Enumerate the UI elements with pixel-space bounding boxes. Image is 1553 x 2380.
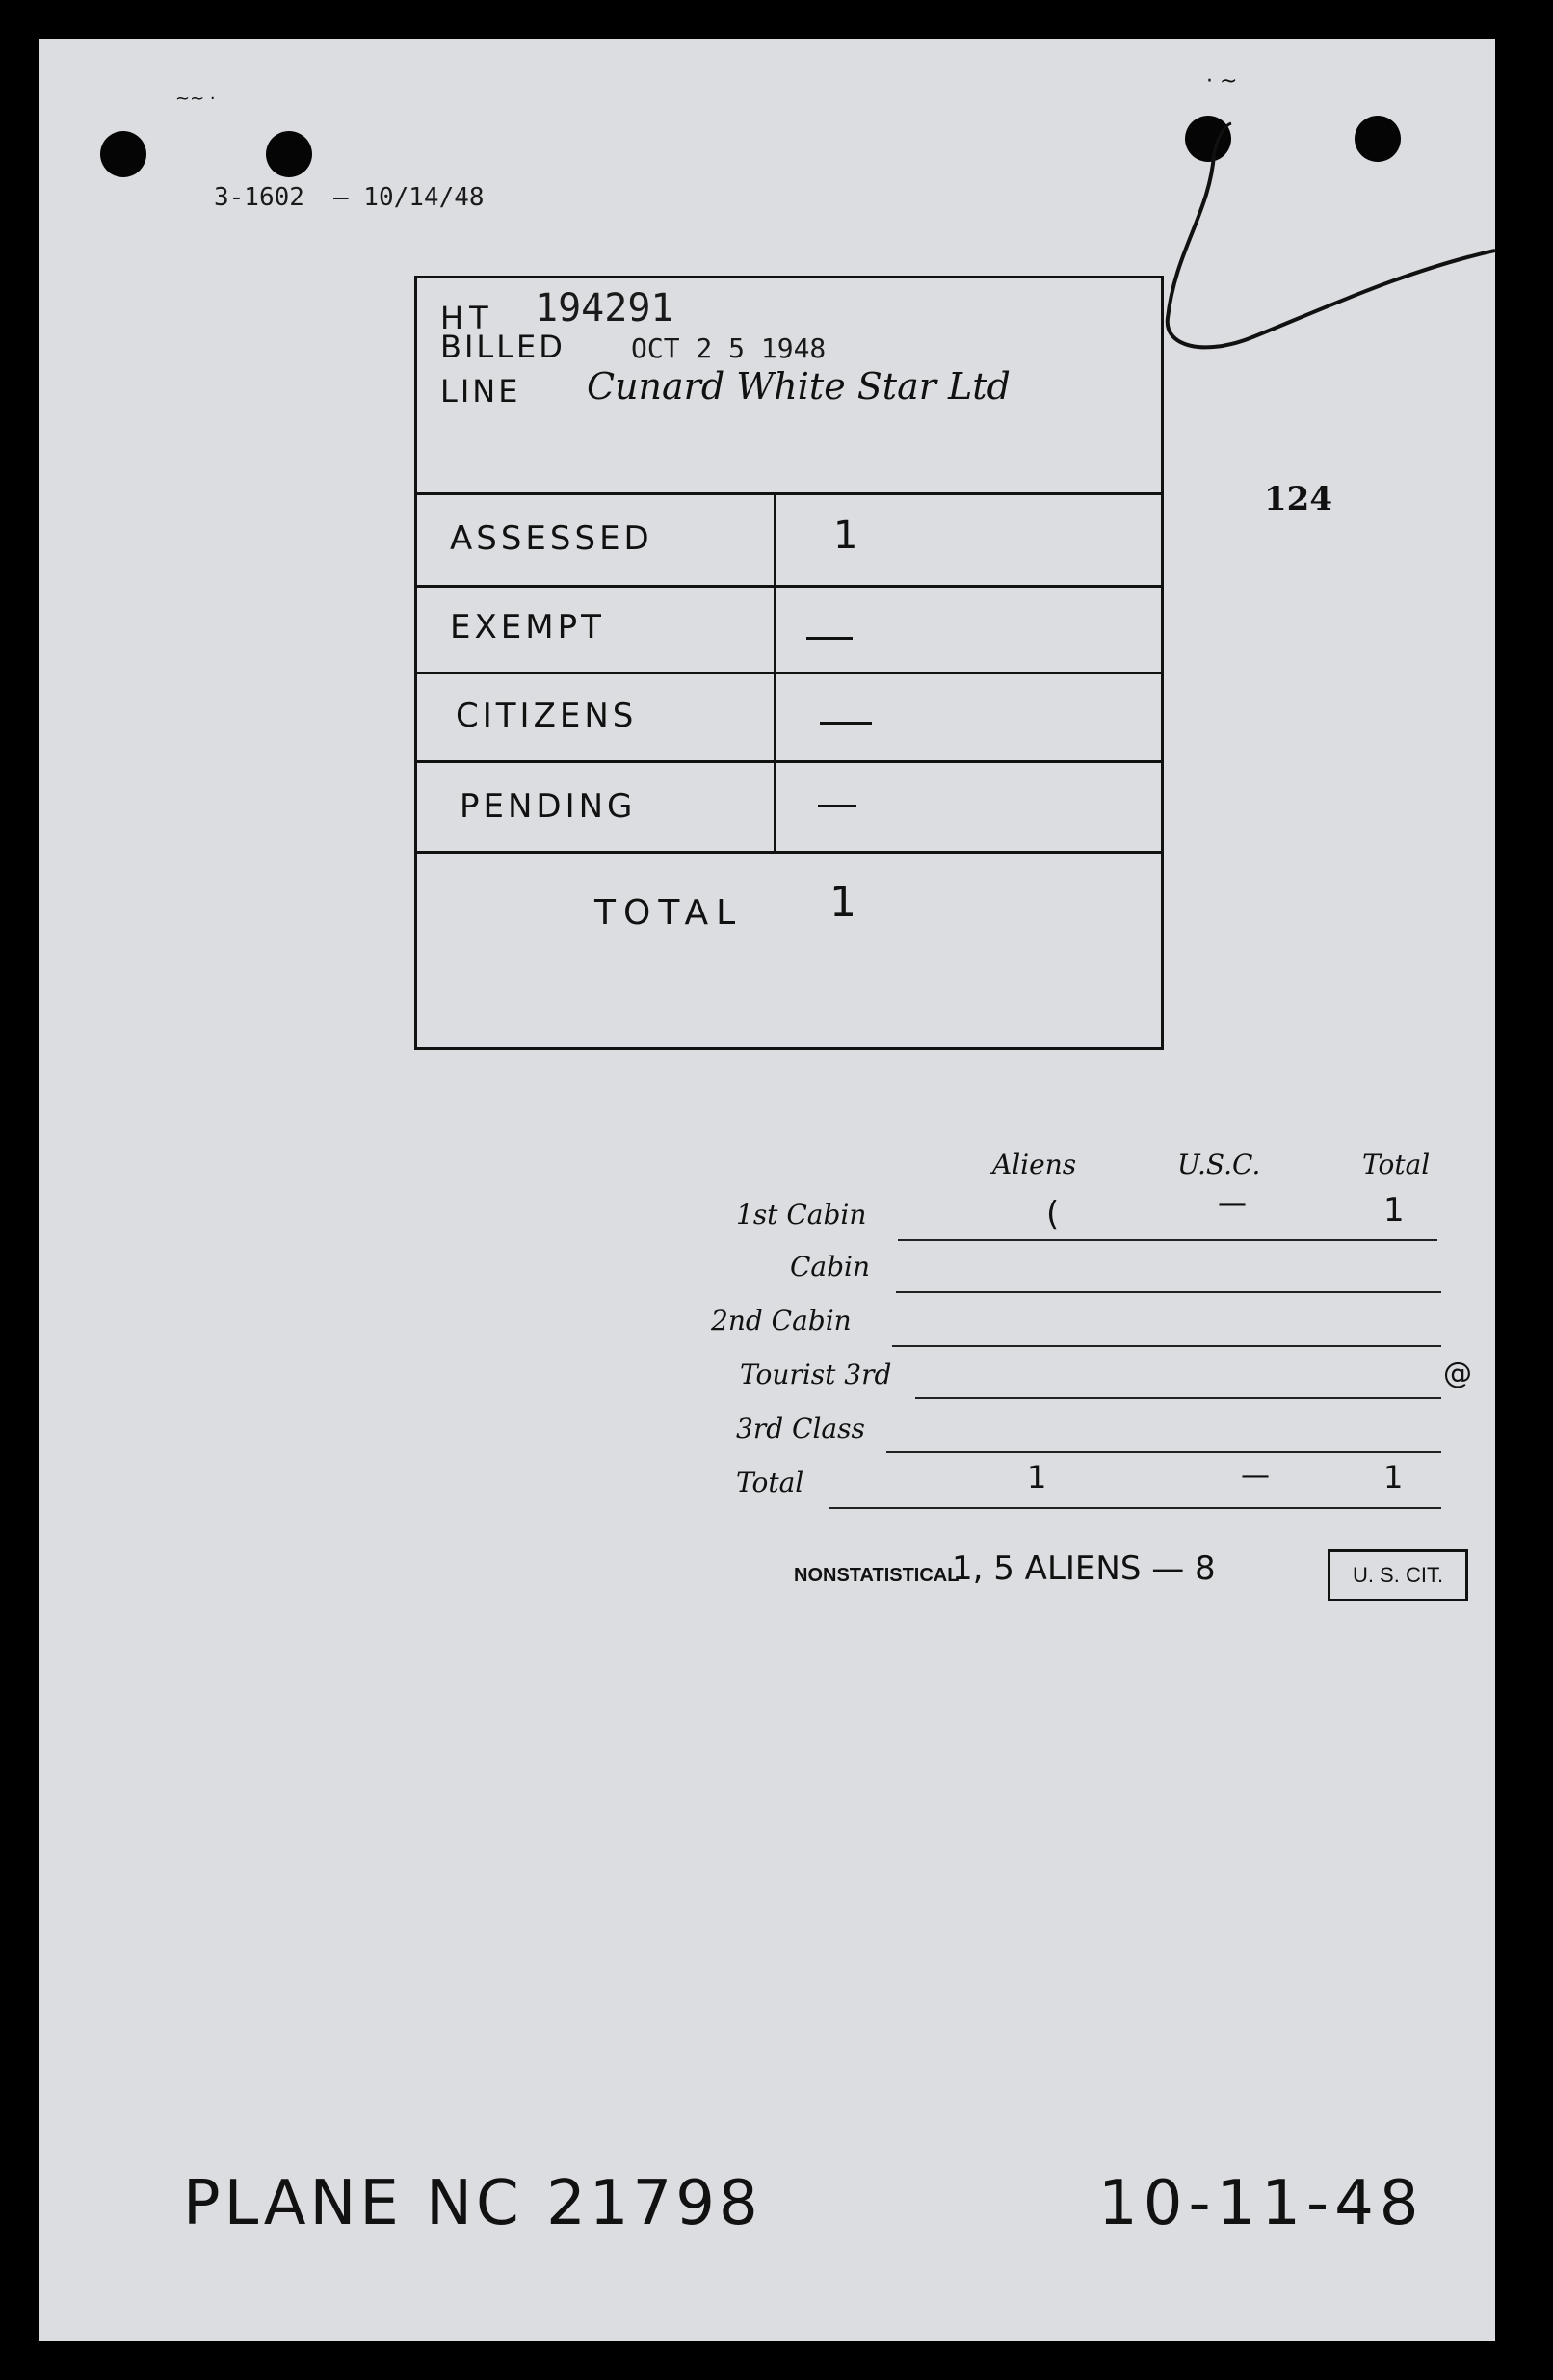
form-reference: 3-1602 [214, 183, 304, 212]
class-rule-2nd-cabin [892, 1345, 1441, 1347]
corner-mark-right: · ~ [1206, 69, 1238, 93]
page-number: 124 [1264, 480, 1332, 518]
total-aliens: 1 [1027, 1459, 1047, 1495]
class-label-3rd-class: 3rd Class [736, 1413, 865, 1444]
box-column-divider [774, 492, 776, 851]
corner-mark-left: ~~ · [175, 89, 216, 109]
class-label-2nd-cabin: 2nd Cabin [711, 1305, 852, 1336]
total-total: 1 [1383, 1459, 1404, 1495]
first-cabin-usc: — [1218, 1187, 1247, 1221]
column-total: Total [1362, 1149, 1431, 1180]
usc-stamp-box: U. S. CIT. [1328, 1549, 1468, 1601]
class-label-1st-cabin: 1st Cabin [736, 1199, 867, 1230]
assessed-value: 1 [833, 514, 858, 558]
total-label: TOTAL [594, 893, 744, 933]
form-date: — 10/14/48 [333, 183, 485, 212]
assessed-label: ASSESSED [450, 519, 653, 558]
class-rule-cabin [896, 1291, 1441, 1293]
punch-hole-1 [100, 131, 146, 177]
tourist-mark: @ [1443, 1357, 1472, 1390]
box-divider-4 [417, 760, 1161, 763]
class-rule-total [829, 1507, 1441, 1509]
line-label: LINE [440, 373, 521, 410]
ht-number: 194291 [535, 286, 674, 331]
pending-label: PENDING [460, 787, 637, 826]
box-divider-5 [417, 851, 1161, 854]
class-label-tourist-3rd: Tourist 3rd [740, 1359, 892, 1390]
billed-label: BILLED [440, 329, 566, 365]
billing-box [414, 276, 1164, 1050]
total-usc: — [1241, 1459, 1270, 1493]
class-label-total: Total [736, 1467, 804, 1498]
box-divider-2 [417, 585, 1161, 588]
class-rule-3rd-class [886, 1451, 1441, 1453]
nonstatistical-label: NONSTATISTICAL [794, 1565, 960, 1586]
citizens-dash [820, 722, 872, 725]
nonstatistical-note: 1, 5 ALIENS — 8 [952, 1549, 1216, 1588]
class-rule-1st-cabin [898, 1239, 1437, 1241]
footer-date: 10-11-48 [1098, 2168, 1425, 2239]
billed-date: OCT 2 5 1948 [631, 332, 827, 364]
pending-dash [818, 805, 856, 807]
punch-hole-2 [266, 131, 312, 177]
exempt-dash [806, 637, 853, 640]
column-usc: U.S.C. [1177, 1149, 1261, 1180]
total-value: 1 [829, 878, 856, 927]
box-divider-1 [417, 492, 1161, 495]
box-divider-3 [417, 672, 1161, 674]
class-rule-tourist-3rd [915, 1397, 1441, 1399]
class-label-cabin: Cabin [790, 1251, 871, 1283]
exempt-label: EXEMPT [450, 608, 605, 647]
plane-number: PLANE NC 21798 [183, 2168, 762, 2239]
line-value: Cunard White Star Ltd [587, 365, 1011, 408]
citizens-label: CITIZENS [456, 697, 638, 735]
pen-loop-mark [1118, 96, 1495, 385]
document-page [39, 39, 1495, 2341]
first-cabin-aliens: ( [1046, 1195, 1060, 1233]
first-cabin-total: 1 [1383, 1191, 1405, 1230]
column-aliens: Aliens [992, 1149, 1077, 1180]
ht-label: HT [440, 300, 494, 336]
